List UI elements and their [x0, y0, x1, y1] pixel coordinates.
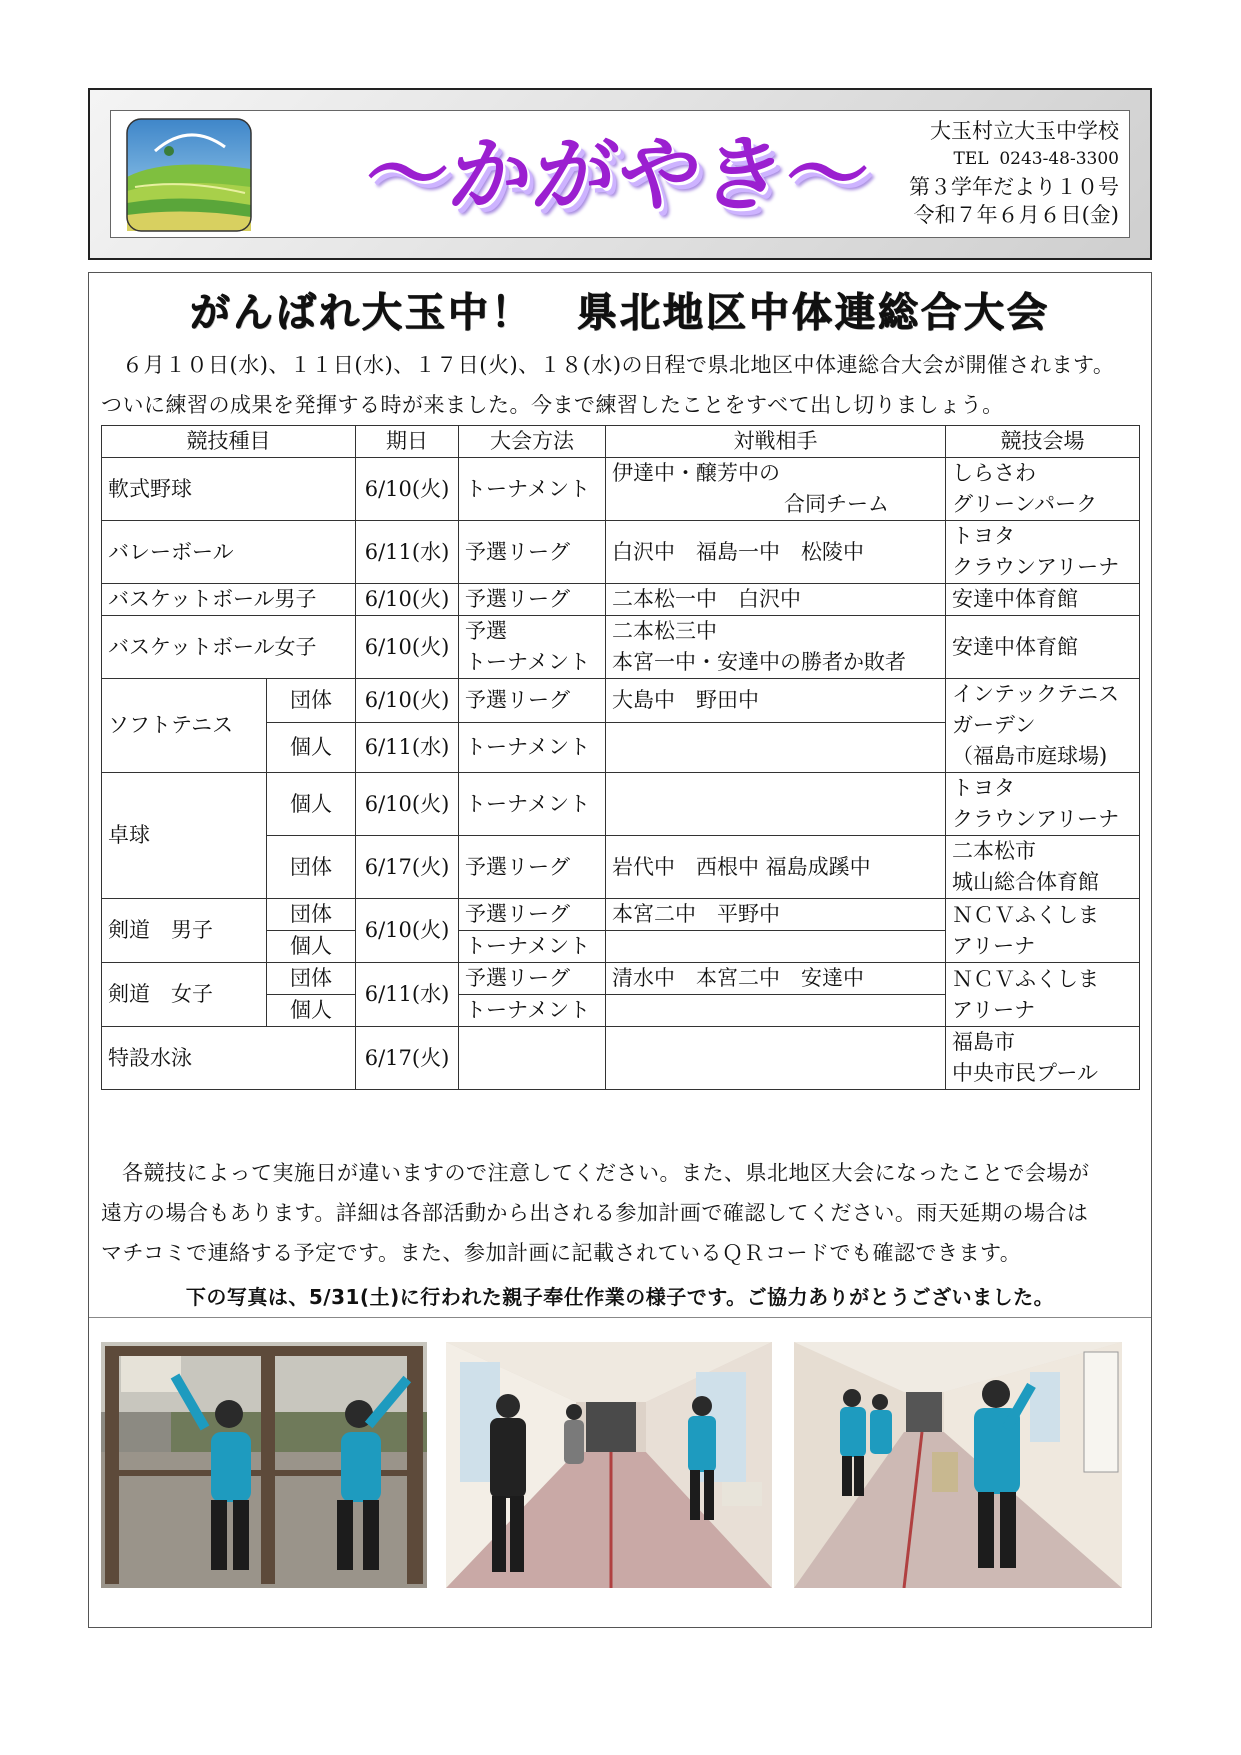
venue-line: 二本松市 — [952, 839, 1036, 863]
venue-cell — [946, 773, 1140, 836]
sub-event-cell: 個人 — [267, 995, 356, 1027]
method-cell: 予選リーグ — [459, 836, 606, 899]
table-row — [102, 521, 1140, 584]
header-date: 期日 — [356, 426, 459, 458]
notes-paragraph — [101, 1153, 1141, 1273]
tel-number: 0243-48-3300 — [999, 149, 1119, 169]
event-cell: 剣道 女子 — [102, 963, 267, 1027]
opponent-cell — [606, 616, 946, 679]
notes-line-2: 遠方の場合もあります。詳細は各部活動から出される参加計画で確認してください。雨天延期の場合は — [101, 1201, 1089, 1225]
sub-event-cell: 個人 — [267, 931, 356, 963]
method-cell: トーナメント — [459, 458, 606, 521]
date-cell: 6/11(水) — [356, 963, 459, 1027]
venue-line: グリーンパーク — [952, 492, 1098, 516]
table-header-row — [102, 426, 1140, 458]
venue-cell — [946, 899, 1140, 963]
opponent-cell — [606, 931, 946, 963]
issue-number: 第３学年だより１０号 — [909, 175, 1119, 199]
method-cell: トーナメント — [459, 995, 606, 1027]
header-venue: 競技会場 — [946, 426, 1140, 458]
sub-event-cell: 個人 — [267, 722, 356, 772]
header-opponent: 対戦相手 — [606, 426, 946, 458]
table-row — [102, 773, 1140, 836]
date-cell: 6/10(火) — [356, 584, 459, 616]
venue-cell — [946, 521, 1140, 584]
event-cell: 特設水泳 — [102, 1027, 356, 1090]
newsletter-masthead: 〜かがやき〜 — [359, 128, 877, 223]
event-cell: 卓球 — [102, 773, 267, 899]
section-divider — [89, 1317, 1151, 1318]
method-cell — [459, 616, 606, 679]
method-cell: 予選リーグ — [459, 521, 606, 584]
venue-line: アリーナ — [952, 997, 1036, 1022]
header-inner — [110, 110, 1130, 238]
table-row — [102, 1027, 1140, 1090]
header-frame — [88, 88, 1152, 260]
venue-cell — [946, 836, 1140, 899]
method-cell: 予選リーグ — [459, 584, 606, 616]
sub-event-cell: 団体 — [267, 836, 356, 899]
method-cell: トーナメント — [459, 931, 606, 963]
opponent-cell: 大島中 野田中 — [606, 679, 946, 723]
date-cell: 6/10(火) — [356, 899, 459, 963]
issue-date: 令和７年６月６日(金) — [913, 203, 1119, 227]
venue-line: ＮＣＶふくしま — [952, 966, 1099, 991]
header-event: 競技種目 — [102, 426, 356, 458]
table-row — [102, 584, 1140, 616]
event-cell: バスケットボール男子 — [102, 584, 356, 616]
method-cell: トーナメント — [459, 722, 606, 772]
event-cell: 軟式野球 — [102, 458, 356, 521]
table-row — [102, 963, 1140, 995]
school-phone — [859, 145, 1119, 173]
tel-label: TEL — [953, 149, 989, 169]
venue-cell — [946, 458, 1140, 521]
sub-event-cell: 団体 — [267, 899, 356, 931]
venue-line: 福島市 — [952, 1030, 1015, 1054]
intro-line-2: ついに練習の成果を発揮する時が来ました。今まで練習したことをすべて出し切りましょう。 — [101, 393, 1004, 417]
school-name: 大玉村立大玉中学校 — [930, 119, 1119, 143]
photo-window-cleaning — [101, 1342, 427, 1588]
venue-line: （福島市庭球場) — [952, 744, 1108, 768]
date-cell: 6/10(火) — [356, 458, 459, 521]
method-cell — [459, 1027, 606, 1090]
method-line: トーナメント — [465, 650, 591, 674]
venue-line: クラウンアリーナ — [952, 807, 1120, 831]
venue-cell: 安達中体育館 — [946, 584, 1140, 616]
table-row — [102, 899, 1140, 931]
method-cell: 予選リーグ — [459, 963, 606, 995]
method-line: 予選 — [465, 619, 507, 643]
method-cell: 予選リーグ — [459, 899, 606, 931]
date-cell: 6/10(火) — [356, 616, 459, 679]
table-row — [102, 616, 1140, 679]
sub-event-cell: 個人 — [267, 773, 356, 836]
intro-paragraph — [101, 345, 1141, 425]
school-info — [859, 117, 1119, 229]
opponent-cell — [606, 458, 946, 521]
date-cell: 6/11(水) — [356, 521, 459, 584]
venue-line: ガーデン — [952, 713, 1036, 737]
opponent-cell: 岩代中 西根中 福島成蹊中 — [606, 836, 946, 899]
notes-line-3: マチコミで連絡する予定です。また、参加計画に記載されているＱＲコードでも確認できます。 — [101, 1241, 1022, 1265]
event-cell: ソフトテニス — [102, 679, 267, 773]
opponent-line: 合同チーム — [784, 492, 889, 516]
venue-cell — [946, 1027, 1140, 1090]
notes-line-1: 各競技によって実施日が違いますので注意してください。また、県北地区大会になったことで会場が — [122, 1161, 1090, 1185]
venue-line: トヨタ — [952, 776, 1015, 800]
opponent-cell — [606, 773, 946, 836]
opponent-line: 伊達中・醸芳中の — [612, 461, 780, 485]
opponent-cell: 清水中 本宮二中 安達中 — [606, 963, 946, 995]
sub-event-cell: 団体 — [267, 679, 356, 723]
event-cell: バレーボール — [102, 521, 356, 584]
tournament-schedule-table — [101, 425, 1140, 1090]
header-method: 大会方法 — [459, 426, 606, 458]
venue-line: ＮＣＶふくしま — [952, 902, 1099, 927]
event-cell: 剣道 男子 — [102, 899, 267, 963]
event-cell: バスケットボール女子 — [102, 616, 356, 679]
venue-line: トヨタ — [952, 524, 1015, 548]
venue-cell — [946, 679, 1140, 773]
venue-cell — [946, 963, 1140, 1027]
date-cell: 6/17(火) — [356, 1027, 459, 1090]
opponent-cell — [606, 722, 946, 772]
landscape-logo-image — [125, 117, 253, 233]
article-title: がんばれ大玉中！ 県北地区中体連総合大会 — [190, 290, 1050, 336]
venue-cell: 安達中体育館 — [946, 616, 1140, 679]
date-cell: 6/17(火) — [356, 836, 459, 899]
photo-caption: 下の写真は、5/31(土)に行われた親子奉仕作業の様子です。ご協力ありがとうございました。 — [185, 1285, 1055, 1309]
venue-line: 城山総合体育館 — [952, 870, 1099, 894]
table-row — [102, 458, 1140, 521]
opponent-line: 本宮一中・安達中の勝者か敗者 — [612, 650, 906, 674]
date-cell: 6/10(火) — [356, 773, 459, 836]
date-cell: 6/10(火) — [356, 679, 459, 723]
opponent-cell: 白沢中 福島一中 松陵中 — [606, 521, 946, 584]
main-article — [88, 272, 1152, 1628]
method-cell: 予選リーグ — [459, 679, 606, 723]
venue-line: インテックテニス — [952, 682, 1120, 706]
table-row — [102, 679, 1140, 723]
opponent-cell: 本宮二中 平野中 — [606, 899, 946, 931]
opponent-cell — [606, 1027, 946, 1090]
opponent-cell — [606, 995, 946, 1027]
sub-event-cell: 団体 — [267, 963, 356, 995]
venue-line: 中央市民プール — [952, 1061, 1098, 1085]
opponent-line: 二本松三中 — [612, 619, 717, 643]
photo-hallway-wall-cleaning — [446, 1342, 772, 1588]
venue-line: クラウンアリーナ — [952, 555, 1120, 579]
venue-line: アリーナ — [952, 933, 1036, 958]
venue-line: しらさわ — [952, 461, 1036, 485]
photo-corridor-cleaning — [794, 1342, 1122, 1588]
intro-line-1: ６月１０日(水)、１１日(水)、１７日(火)、１８(水)の日程で県北地区中体連総合大会が開催されます。 — [122, 353, 1115, 377]
method-cell: トーナメント — [459, 773, 606, 836]
date-cell: 6/11(水) — [356, 722, 459, 772]
opponent-cell: 二本松一中 白沢中 — [606, 584, 946, 616]
